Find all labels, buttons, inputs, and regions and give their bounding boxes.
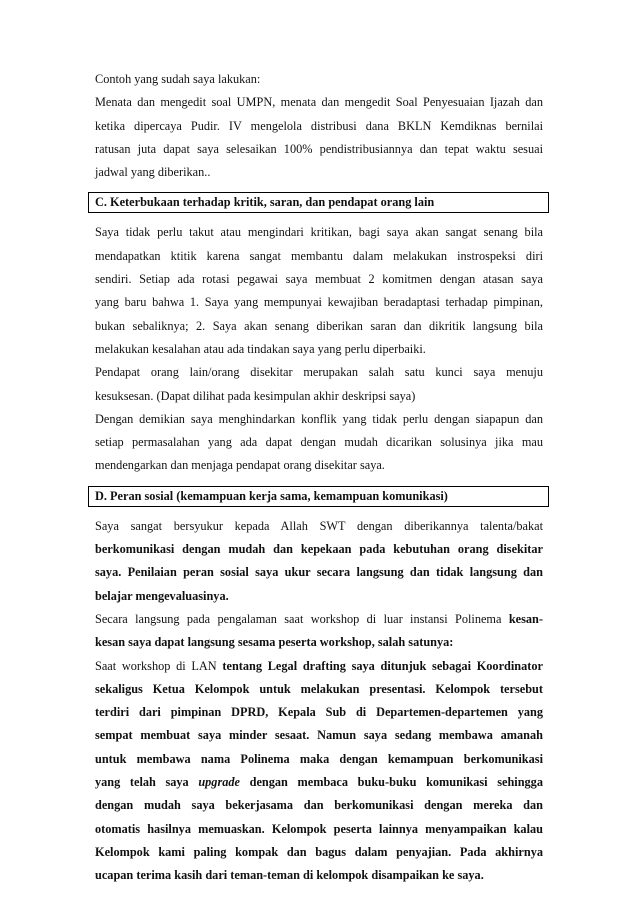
section-d-line: kesan saya dapat langsung sesama peserta workshop, salah satunya: xyxy=(95,635,454,650)
intro-line: Contoh yang sudah saya lakukan: xyxy=(95,72,261,86)
section-d-line: sekaligus Ketua Kelompok untuk melakukan presentasi. Kelompok tersebut xyxy=(95,681,543,696)
section-c-line: kesuksesan. (Dapat dilihat pada kesimpulan akhir deskripsi saya) xyxy=(95,388,416,403)
section-c-line: mendengarkan dan menjaga pendapat orang disekitar saya. xyxy=(95,458,385,473)
section-d-line: berkomunikasi dengan mudah dan kepekaan pada kebutuhan orang disekitar xyxy=(95,542,543,557)
document-page xyxy=(95,68,543,888)
section-c-line: yang baru bahwa 1. Saya yang mempunyai kewajiban beradaptasi terhadap pimpinan, xyxy=(95,295,543,310)
intro-line: Menata dan mengedit soal UMPN, menata dan mengedit Soal Penyesuaian Ijazah dan xyxy=(95,95,543,110)
section-d-line: otomatis hasilnya memuaskan. Kelompok peserta lainnya menyampaikan kalau xyxy=(95,821,543,836)
section-c-body xyxy=(95,221,543,477)
line-text: Saat workshop di LAN xyxy=(95,658,223,673)
section-d-line: terdiri dari pimpinan DPRD, Kepala Sub di Departemen-departemen yang xyxy=(95,705,543,720)
section-d-line: saya. Penilaian peran sosial saya ukur secara langsung dan tidak langsung dan xyxy=(95,565,543,580)
section-d-line: Kelompok kami paling kompak dan bagus dalam penyajian. Pada akhirnya xyxy=(95,844,543,859)
intro-line: ketika dipercaya Pudir. IV mengelola distribusi dana BKLN Kemdiknas bernilai xyxy=(95,118,543,133)
section-c-line: setiap permasalahan yang ada dapat dengan mudah dicarikan solusinya jika mau xyxy=(95,435,543,450)
section-d-line: Saya sangat bersyukur kepada Allah SWT dengan diberikannya talenta/bakat xyxy=(95,518,543,533)
section-c-line: mendapatkan ktitik karena sangat membantu dalam melakukan instrospeksi diri xyxy=(95,248,543,263)
section-c-line: bukan sebaliknya; 2. Saya akan senang diberikan saran dan dikritik langsung bila xyxy=(95,318,543,333)
section-d-line: sempat membuat saya minder sesaat. Namun saya sedang membawa amanah xyxy=(95,728,543,743)
line-text-bold: kesan- xyxy=(508,611,543,626)
section-d-line: dengan mudah saya bekerjasama dan berkomunikasi dengan mereka dan xyxy=(95,798,543,813)
line-text: dengan membaca buku-buku komunikasi sehingga xyxy=(240,775,543,790)
section-c-line: melakukan kesalahan atau ada tindakan saya yang perlu diperbaiki. xyxy=(95,341,426,356)
section-d-line: ucapan terima kasih dari teman-teman di kelompok disampaikan ke saya. xyxy=(95,868,484,883)
section-d-line xyxy=(95,608,543,631)
section-c-line: Pendapat orang lain/orang disekitar merupakan salah satu kunci saya menuju xyxy=(95,365,543,380)
section-d-line: untuk membawa nama Polinema maka dengan kemampuan berkomunikasi xyxy=(95,751,543,766)
section-d-heading: D. Peran sosial (kemampuan kerja sama, kemampuan komunikasi) xyxy=(88,486,549,507)
intro-paragraph xyxy=(95,68,543,184)
section-d-body xyxy=(95,515,543,888)
intro-line: jadwal yang diberikan.. xyxy=(95,165,211,180)
section-c-line: Dengan demikian saya menghindarkan konflik yang tidak perlu dengan siapapun dan xyxy=(95,411,543,426)
section-c-heading: C. Keterbukaan terhadap kritik, saran, dan pendapat orang lain xyxy=(88,192,549,213)
intro-line: ratusan juta dapat saya selesaikan 100% pendistribusiannya dan tepat waktu sesuai xyxy=(95,141,543,156)
section-c-line: sendiri. Setiap ada rotasi pegawai saya membuat 2 komitmen dengan atasan saya xyxy=(95,272,543,287)
section-d-line xyxy=(95,655,543,678)
line-text-bold: tentang Legal drafting saya ditunjuk sebagai Koordinator xyxy=(222,658,543,673)
section-d-line: belajar mengevaluasinya. xyxy=(95,588,229,603)
section-d-line xyxy=(95,771,543,794)
upgrade-word: upgrade xyxy=(198,775,240,790)
section-c-line: Saya tidak perlu takut atau mengindari kritikan, bagi saya akan sangat senang bila xyxy=(95,225,543,240)
line-text: yang telah saya xyxy=(95,775,199,790)
line-text: Secara langsung pada pengalaman saat workshop di luar instansi Polinema xyxy=(95,611,509,626)
